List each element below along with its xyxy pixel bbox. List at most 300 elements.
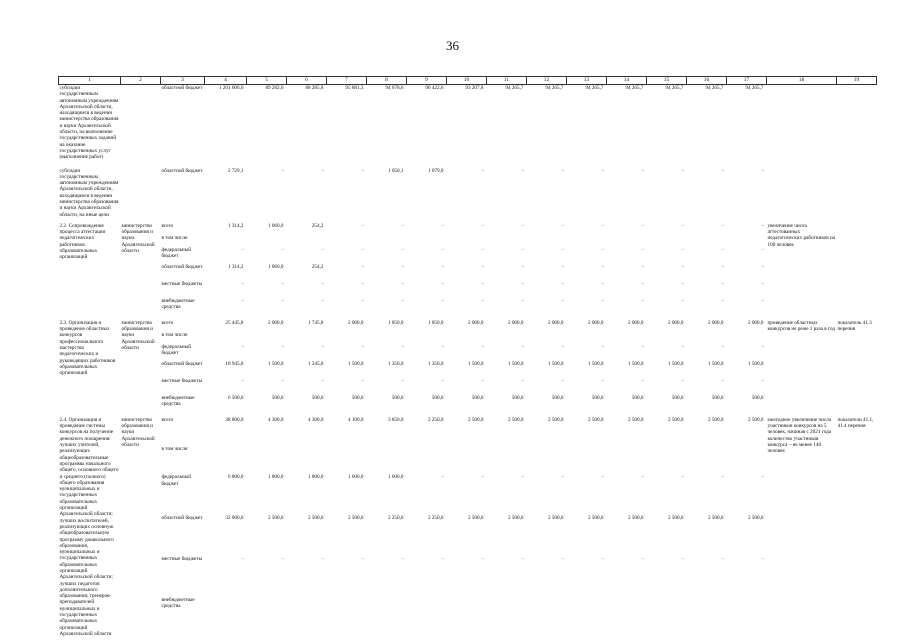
- measure-name: субсидии государственным автономным учреждениям Архангельской области, находящимся в ведении министерства образования и науки Архангельской области, на иные цели: [59, 167, 119, 218]
- funding-source: внебюджетные средства: [161, 394, 195, 408]
- amount-cell: -: [601, 555, 604, 562]
- amount-cell: 1 314,2: [227, 263, 244, 270]
- table-body: [59, 85, 877, 640]
- column-header: 1: [59, 77, 121, 85]
- amount-cell: -: [761, 246, 764, 253]
- amount-cell: [247, 235, 287, 247]
- amount-cell: 1 350,0: [427, 360, 444, 367]
- amount-cell: -: [641, 263, 644, 270]
- responsible-executor: [121, 85, 161, 163]
- amount-cell: 1 500,0: [267, 360, 284, 367]
- amount-cell: -: [481, 343, 484, 350]
- amount-cell: 94 265,7: [745, 85, 764, 91]
- amount-cell: 1 500,0: [587, 360, 604, 367]
- amount-cell: -: [521, 280, 524, 287]
- column-header: 10: [447, 77, 487, 85]
- amount-cell: -: [281, 343, 284, 350]
- amount-cell: 1 060,0: [267, 222, 284, 229]
- amount-cell: -: [401, 377, 404, 384]
- amount-cell: 2 500,0: [747, 416, 764, 423]
- funding-source: внебюджетные средства: [161, 596, 195, 609]
- table-row: [59, 378, 877, 395]
- amount-cell: -: [761, 555, 764, 562]
- amount-cell: -: [721, 280, 724, 287]
- indicator-link: показатель 41.3 перечня: [837, 319, 872, 333]
- amount-cell: -: [561, 555, 564, 562]
- amount-cell: -: [721, 343, 724, 350]
- funding-source: местные бюджеты: [161, 555, 203, 562]
- column-header: 13: [567, 77, 607, 85]
- amount-cell: 254,2: [311, 263, 324, 270]
- amount-cell: [247, 446, 287, 475]
- amount-cell: -: [281, 377, 284, 384]
- amount-cell: -: [441, 246, 444, 253]
- amount-cell: -: [241, 297, 244, 304]
- amount-cell: -: [521, 246, 524, 253]
- column-header: 14: [607, 77, 647, 85]
- amount-cell: -: [321, 377, 324, 384]
- amount-cell: 1 201 606,0: [218, 85, 244, 91]
- measure-name: 2.3. Организация и проведение областных конкурсов профессионального мастерства педагогических и руководящих работников образовательных организаций: [59, 319, 116, 377]
- amount-cell: 94 265,7: [545, 85, 564, 91]
- amount-cell: 94 678,6: [385, 85, 404, 91]
- amount-cell: 1 500,0: [507, 360, 524, 367]
- amount-cell: -: [561, 297, 564, 304]
- amount-cell: [527, 597, 567, 638]
- amount-cell: [647, 597, 687, 638]
- amount-cell: 2 500,0: [627, 515, 644, 522]
- table-row: [59, 168, 877, 218]
- column-header: 18: [767, 77, 837, 85]
- amount-cell: -: [321, 246, 324, 253]
- funding-source: местные бюджеты: [161, 280, 203, 287]
- amount-cell: -: [681, 555, 684, 562]
- amount-cell: [327, 332, 367, 344]
- amount-cell: -: [481, 297, 484, 304]
- amount-cell: 2 000,0: [547, 319, 564, 326]
- amount-cell: [247, 332, 287, 344]
- amount-cell: 2 500,0: [467, 416, 484, 423]
- amount-cell: -: [321, 167, 324, 174]
- amount-cell: 94 265,7: [665, 85, 684, 91]
- funding-source: местные бюджеты: [161, 377, 203, 384]
- amount-cell: -: [481, 555, 484, 562]
- amount-cell: -: [761, 167, 764, 174]
- amount-cell: [487, 597, 527, 638]
- funding-source: областной бюджет: [161, 515, 203, 522]
- funding-source: всего: [161, 222, 174, 229]
- table-row: [59, 395, 877, 412]
- amount-cell: 4 300,0: [267, 416, 284, 423]
- amount-cell: -: [601, 167, 604, 174]
- funding-source: областной бюджет: [161, 360, 203, 367]
- amount-cell: 95 881,3: [345, 85, 364, 91]
- amount-cell: 2 000,0: [707, 319, 724, 326]
- column-header: 6: [287, 77, 327, 85]
- amount-cell: -: [361, 377, 364, 384]
- amount-cell: -: [281, 246, 284, 253]
- column-header: 11: [487, 77, 527, 85]
- amount-cell: -: [641, 246, 644, 253]
- amount-cell: -: [361, 167, 364, 174]
- amount-cell: [287, 332, 327, 344]
- amount-cell: 500,0: [711, 394, 724, 401]
- amount-cell: 2 500,0: [707, 515, 724, 522]
- amount-cell: -: [561, 343, 564, 350]
- amount-cell: 1 800,0: [267, 474, 284, 481]
- column-header: 7: [327, 77, 367, 85]
- amount-cell: -: [601, 263, 604, 270]
- table-row: [59, 85, 877, 163]
- amount-cell: [727, 597, 767, 638]
- amount-cell: [287, 235, 327, 247]
- amount-cell: -: [681, 246, 684, 253]
- amount-cell: 500,0: [751, 394, 764, 401]
- column-header: 3: [161, 77, 205, 85]
- amount-cell: [527, 332, 567, 344]
- amount-cell: [727, 332, 767, 344]
- amount-cell: [407, 446, 447, 475]
- amount-cell: 1 650,1: [387, 167, 404, 174]
- amount-cell: 1 600,0: [347, 474, 364, 481]
- table-row: [59, 223, 877, 235]
- responsible-executor: [121, 168, 161, 218]
- amount-cell: 2 000,0: [267, 319, 284, 326]
- amount-cell: [687, 446, 727, 475]
- column-header: 12: [527, 77, 567, 85]
- amount-cell: [607, 597, 647, 638]
- amount-cell: -: [601, 297, 604, 304]
- funding-source: в том числе:: [161, 445, 189, 452]
- table-row: [59, 247, 877, 264]
- amount-cell: -: [601, 377, 604, 384]
- amount-cell: 1 079,0: [427, 167, 444, 174]
- amount-cell: 2 000,0: [467, 319, 484, 326]
- amount-cell: -: [641, 167, 644, 174]
- amount-cell: 1 245,8: [307, 360, 324, 367]
- amount-cell: [727, 446, 767, 475]
- amount-cell: -: [641, 280, 644, 287]
- amount-cell: -: [321, 297, 324, 304]
- amount-cell: [647, 446, 687, 475]
- amount-cell: -: [721, 377, 724, 384]
- amount-cell: 2 500,0: [467, 515, 484, 522]
- amount-cell: -: [561, 167, 564, 174]
- table-row: [59, 556, 877, 597]
- table-row: [59, 474, 877, 515]
- amount-cell: 6 800,0: [227, 474, 244, 481]
- funding-source: областной бюджет: [161, 263, 203, 270]
- amount-cell: [647, 332, 687, 344]
- amount-cell: -: [681, 167, 684, 174]
- amount-cell: -: [601, 222, 604, 229]
- amount-cell: [327, 597, 367, 638]
- amount-cell: [567, 597, 607, 638]
- amount-cell: [447, 332, 487, 344]
- amount-cell: -: [601, 474, 604, 481]
- amount-cell: 2 500,0: [507, 416, 524, 423]
- amount-cell: -: [721, 167, 724, 174]
- funding-source: в том числе:: [161, 234, 189, 241]
- funding-source: федеральный бюджет: [161, 474, 191, 487]
- amount-cell: [567, 332, 607, 344]
- amount-cell: -: [641, 343, 644, 350]
- amount-cell: -: [321, 343, 324, 350]
- amount-cell: -: [361, 222, 364, 229]
- amount-cell: -: [361, 343, 364, 350]
- amount-cell: -: [361, 280, 364, 287]
- amount-cell: 500,0: [551, 394, 564, 401]
- amount-cell: -: [441, 555, 444, 562]
- amount-cell: 1 350,0: [387, 360, 404, 367]
- amount-cell: -: [761, 280, 764, 287]
- table-row: [59, 515, 877, 556]
- table-row: [59, 597, 877, 638]
- amount-cell: 500,0: [671, 394, 684, 401]
- column-header: 16: [687, 77, 727, 85]
- amount-cell: [447, 235, 487, 247]
- amount-cell: 94 265,7: [585, 85, 604, 91]
- amount-cell: -: [481, 167, 484, 174]
- amount-cell: -: [281, 280, 284, 287]
- page-number: 36: [446, 38, 459, 53]
- amount-cell: 500,0: [391, 394, 404, 401]
- amount-cell: 4 300,0: [307, 416, 324, 423]
- amount-cell: -: [601, 343, 604, 350]
- table-row: [59, 235, 877, 247]
- amount-cell: [687, 597, 727, 638]
- amount-cell: [447, 446, 487, 475]
- amount-cell: -: [441, 280, 444, 287]
- amount-cell: 2 500,0: [587, 416, 604, 423]
- amount-cell: -: [361, 555, 364, 562]
- amount-cell: [727, 235, 767, 247]
- amount-cell: 500,0: [431, 394, 444, 401]
- amount-cell: -: [521, 555, 524, 562]
- amount-cell: 1 500,0: [547, 360, 564, 367]
- amount-cell: 18 945,8: [225, 360, 244, 367]
- column-header: 4: [205, 77, 247, 85]
- amount-cell: -: [521, 377, 524, 384]
- amount-cell: 2 500,0: [347, 515, 364, 522]
- amount-cell: -: [481, 377, 484, 384]
- amount-cell: -: [681, 474, 684, 481]
- indicator-link: [837, 168, 877, 218]
- amount-cell: 1 500,0: [707, 360, 724, 367]
- amount-cell: 1 850,0: [387, 319, 404, 326]
- amount-cell: 2 500,0: [667, 515, 684, 522]
- amount-cell: -: [401, 555, 404, 562]
- table-row: [59, 361, 877, 378]
- amount-cell: 1 850,0: [427, 319, 444, 326]
- amount-cell: -: [761, 297, 764, 304]
- amount-cell: -: [761, 474, 764, 481]
- indicator-link: [837, 85, 877, 163]
- amount-cell: [527, 235, 567, 247]
- column-header: 8: [367, 77, 407, 85]
- amount-cell: [205, 235, 247, 247]
- expected-result: [767, 85, 837, 163]
- funding-source: федеральный бюджет: [161, 343, 191, 357]
- amount-cell: [327, 235, 367, 247]
- table-row: [59, 281, 877, 298]
- amount-cell: -: [401, 343, 404, 350]
- amount-cell: [687, 332, 727, 344]
- expected-result: проведение областных конкурсов не реже 1 раза в год: [767, 319, 836, 333]
- amount-cell: -: [761, 263, 764, 270]
- amount-cell: -: [561, 280, 564, 287]
- amount-cell: 500,0: [271, 394, 284, 401]
- amount-cell: -: [481, 280, 484, 287]
- amount-cell: -: [441, 297, 444, 304]
- amount-cell: 1 500,0: [667, 360, 684, 367]
- amount-cell: -: [761, 343, 764, 350]
- amount-cell: -: [401, 280, 404, 287]
- amount-cell: 2 500,0: [267, 515, 284, 522]
- amount-cell: 1 500,0: [467, 360, 484, 367]
- amount-cell: [205, 446, 247, 475]
- amount-cell: 500,0: [511, 394, 524, 401]
- measure-name: 2.2. Сопровождение процесса аттестации педагогических работников образовательных организаций: [59, 222, 106, 261]
- expected-result: [767, 168, 837, 218]
- column-header: 2: [121, 77, 161, 85]
- amount-cell: 1 745,8: [307, 319, 324, 326]
- amount-cell: [607, 446, 647, 475]
- program-table: [58, 76, 877, 640]
- amount-cell: [205, 597, 247, 638]
- amount-cell: -: [641, 222, 644, 229]
- amount-cell: 2 500,0: [627, 416, 644, 423]
- amount-cell: -: [641, 297, 644, 304]
- funding-source: внебюджетные средства: [161, 297, 195, 311]
- amount-cell: -: [281, 167, 284, 174]
- amount-cell: 2 000,0: [347, 319, 364, 326]
- indicator-link: показатели 41.1, 41.4 перечня: [837, 416, 874, 430]
- amount-cell: 94 265,7: [505, 85, 524, 91]
- amount-cell: -: [441, 343, 444, 350]
- amount-cell: [607, 235, 647, 247]
- amount-cell: -: [401, 222, 404, 229]
- amount-cell: 500,0: [591, 394, 604, 401]
- amount-cell: 6 500,0: [227, 394, 244, 401]
- table-row: [59, 446, 877, 475]
- amount-cell: 38 800,0: [225, 416, 244, 423]
- table-row: [59, 417, 877, 446]
- amount-cell: -: [241, 343, 244, 350]
- amount-cell: -: [241, 377, 244, 384]
- column-header: 5: [247, 77, 287, 85]
- amount-cell: 2 000,0: [747, 319, 764, 326]
- amount-cell: -: [481, 263, 484, 270]
- funding-source: областной бюджет: [161, 85, 203, 91]
- funding-source: всего: [161, 416, 174, 423]
- amount-cell: -: [761, 377, 764, 384]
- amount-cell: -: [481, 246, 484, 253]
- header-row: [59, 77, 877, 85]
- amount-cell: 88 285,8: [305, 85, 324, 91]
- amount-cell: -: [601, 246, 604, 253]
- funding-source: всего: [161, 319, 174, 326]
- amount-cell: -: [241, 246, 244, 253]
- table-row: [59, 298, 877, 315]
- amount-cell: -: [681, 263, 684, 270]
- amount-cell: -: [441, 474, 444, 481]
- amount-cell: -: [521, 167, 524, 174]
- amount-cell: 2 250,0: [427, 515, 444, 522]
- amount-cell: -: [721, 246, 724, 253]
- amount-cell: [647, 235, 687, 247]
- amount-cell: [607, 332, 647, 344]
- amount-cell: 2 500,0: [507, 515, 524, 522]
- amount-cell: [407, 597, 447, 638]
- amount-cell: 2 500,0: [547, 416, 564, 423]
- column-header: 17: [727, 77, 767, 85]
- amount-cell: -: [681, 280, 684, 287]
- amount-cell: 1 800,0: [307, 474, 324, 481]
- amount-cell: -: [721, 297, 724, 304]
- amount-cell: -: [521, 343, 524, 350]
- amount-cell: -: [681, 343, 684, 350]
- amount-cell: 94 265,7: [625, 85, 644, 91]
- amount-cell: -: [641, 377, 644, 384]
- amount-cell: 500,0: [351, 394, 364, 401]
- amount-cell: 2 000,0: [627, 319, 644, 326]
- amount-cell: -: [481, 474, 484, 481]
- amount-cell: -: [721, 222, 724, 229]
- amount-cell: -: [721, 263, 724, 270]
- amount-cell: -: [281, 555, 284, 562]
- amount-cell: -: [241, 555, 244, 562]
- expected-result: увеличение числа аттестованных педагогических работников на 100 человек: [767, 222, 836, 248]
- amount-cell: -: [321, 555, 324, 562]
- amount-cell: [327, 446, 367, 475]
- amount-cell: [367, 446, 407, 475]
- amount-cell: [367, 235, 407, 247]
- amount-cell: 254,2: [311, 222, 324, 229]
- amount-cell: 2 500,0: [547, 515, 564, 522]
- amount-cell: [687, 235, 727, 247]
- amount-cell: 2 500,0: [667, 416, 684, 423]
- amount-cell: -: [681, 222, 684, 229]
- amount-cell: -: [401, 246, 404, 253]
- responsible-executor: министерство образования и науки Архангельской области: [121, 416, 155, 449]
- expected-result: ежегодное увеличение числа участников конкурсов на 5 человек, начиная с 2021 года количество участников конкурса – не менее 140 человек: [767, 416, 832, 455]
- amount-cell: [487, 332, 527, 344]
- responsible-executor: министерство образования и науки Архангельской области: [121, 319, 155, 352]
- amount-cell: -: [681, 377, 684, 384]
- amount-cell: [487, 235, 527, 247]
- amount-cell: [287, 597, 327, 638]
- amount-cell: 94 265,7: [705, 85, 724, 91]
- amount-cell: -: [521, 222, 524, 229]
- amount-cell: [205, 332, 247, 344]
- amount-cell: -: [241, 280, 244, 287]
- column-header: 19: [837, 77, 877, 85]
- amount-cell: 2 500,0: [307, 515, 324, 522]
- funding-source: областной бюджет: [161, 167, 203, 174]
- amount-cell: 2 250,0: [387, 515, 404, 522]
- amount-cell: 2 500,0: [587, 515, 604, 522]
- responsible-executor: министерство образования и науки Архангельской области: [121, 222, 155, 255]
- table-row: [59, 344, 877, 361]
- table-row: [59, 264, 877, 281]
- amount-cell: 89 282,0: [265, 85, 284, 91]
- amount-cell: -: [561, 246, 564, 253]
- amount-cell: 4 100,0: [347, 416, 364, 423]
- amount-cell: 1 314,2: [227, 222, 244, 229]
- amount-cell: -: [601, 280, 604, 287]
- amount-cell: [367, 597, 407, 638]
